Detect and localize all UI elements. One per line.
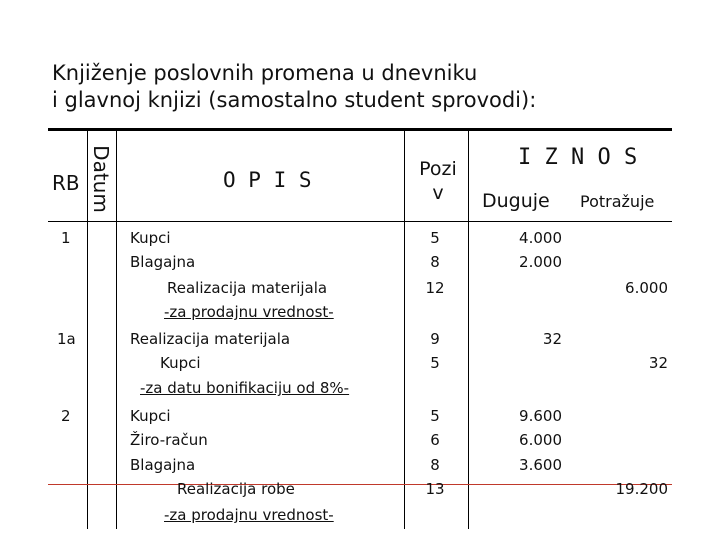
entry-1a-line1: Realizacija materijala bbox=[130, 330, 291, 348]
entry-1-dug1: 4.000 bbox=[519, 229, 562, 247]
entry-1-konto1: 5 bbox=[430, 229, 440, 247]
header-rb: RB bbox=[52, 171, 80, 195]
entry-1a-note: -za datu bonifikaciju od 8%- bbox=[140, 379, 350, 397]
title-line-2: i glavnoj knjizi (samostalno student sprovodi): bbox=[52, 88, 537, 112]
header-top-rule bbox=[48, 128, 672, 131]
entry-2-note: -za prodajnu vrednost- bbox=[164, 506, 334, 524]
header-poziv-line1: Pozi bbox=[419, 158, 457, 180]
entry-1-konto2: 8 bbox=[430, 253, 440, 271]
entry-2-dug1: 9.600 bbox=[519, 407, 562, 425]
entry-2-konto4: 13 bbox=[425, 480, 445, 498]
entry-1a-konto1: 9 bbox=[430, 330, 440, 348]
entry-2-konto2: 6 bbox=[430, 431, 440, 449]
entry-1-pot3: 6.000 bbox=[625, 279, 668, 297]
header-datum-text: Datum bbox=[89, 145, 113, 213]
header-duguje: Duguje bbox=[482, 190, 550, 212]
entry-2-line1: Kupci bbox=[130, 407, 171, 425]
entry-2-line4: Realizacija robe bbox=[177, 480, 295, 498]
entry-2-konto3: 8 bbox=[430, 456, 440, 474]
entry-2-konto1: 5 bbox=[430, 407, 440, 425]
entry-1-note: -za prodajnu vrednost- bbox=[164, 303, 334, 321]
header-iznos: I Z N O S bbox=[518, 145, 638, 170]
entry-1-line1: Kupci bbox=[130, 229, 171, 247]
red-separator bbox=[48, 484, 672, 485]
entry-1-line2: Blagajna bbox=[130, 253, 196, 271]
header-potrazuje: Potražuje bbox=[580, 192, 655, 211]
entry-1a-dug1: 32 bbox=[542, 330, 562, 348]
entry-2-line2: Žiro-račun bbox=[130, 431, 208, 449]
entry-2-line3: Blagajna bbox=[130, 456, 196, 474]
entry-1a-line2: Kupci bbox=[160, 354, 201, 372]
page-title bbox=[52, 60, 692, 114]
entry-1-dug2: 2.000 bbox=[519, 253, 562, 271]
entry-1a-pot2: 32 bbox=[648, 354, 668, 372]
entry-2-rb: 2 bbox=[61, 407, 71, 425]
header-opis: O P I S bbox=[223, 168, 312, 192]
header-datum bbox=[85, 140, 117, 218]
col-rule-poziv bbox=[468, 131, 469, 529]
entry-2-dug3: 3.600 bbox=[519, 456, 562, 474]
entry-1a-rb: 1a bbox=[57, 330, 76, 348]
entry-2-pot4: 19.200 bbox=[615, 480, 668, 498]
entry-1-konto3: 12 bbox=[425, 279, 445, 297]
entry-1-rb: 1 bbox=[61, 229, 71, 247]
entry-1a-konto2: 5 bbox=[430, 354, 440, 372]
header-bottom-rule bbox=[48, 221, 672, 222]
header-poziv-line2: v bbox=[432, 182, 444, 204]
entry-1-line3: Realizacija materijala bbox=[167, 279, 328, 297]
header-poziv bbox=[412, 157, 464, 205]
title-line-1: Knjiženje poslovnih promena u dnevniku bbox=[52, 61, 478, 85]
entry-2-dug2: 6.000 bbox=[519, 431, 562, 449]
